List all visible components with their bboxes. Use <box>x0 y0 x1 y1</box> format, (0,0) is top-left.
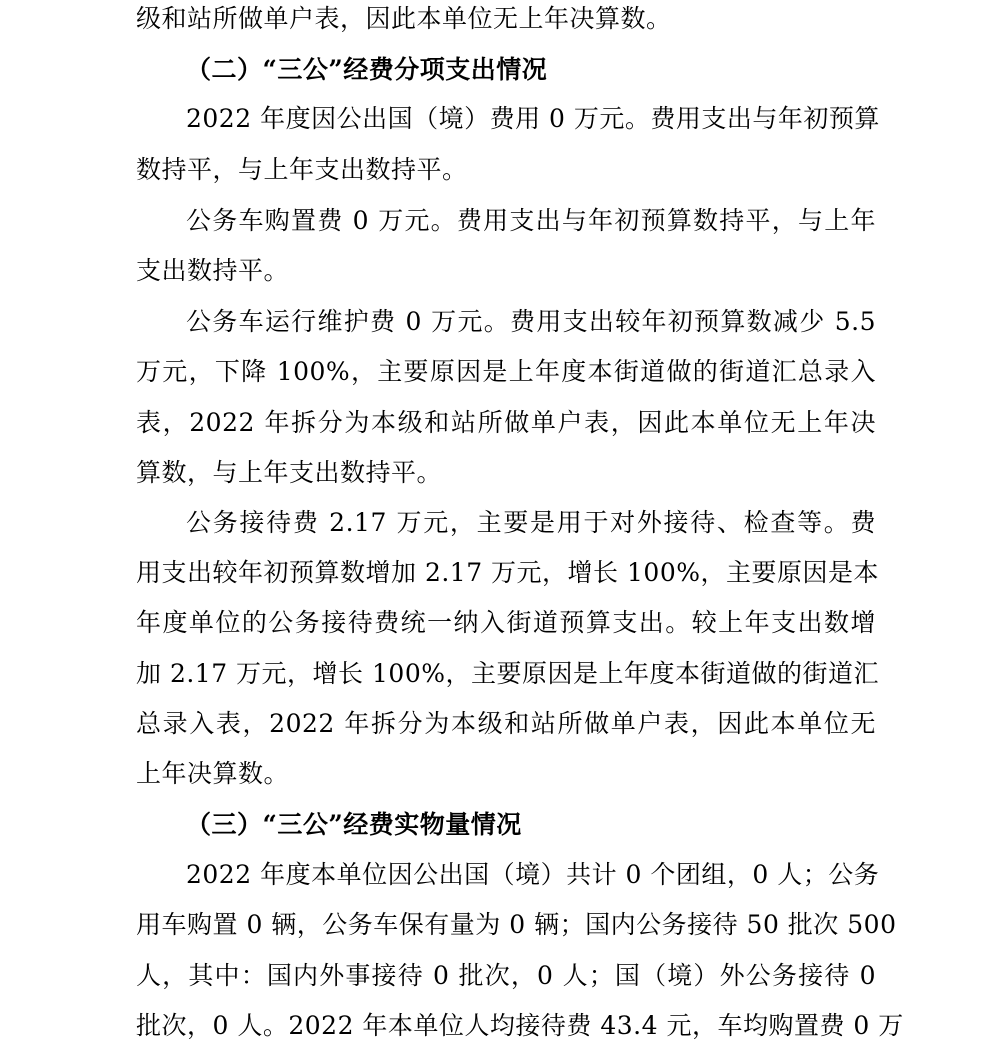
paragraph-line: 公务车运行维护费 0 万元。费用支出较年初预算数减少 5.5 <box>186 307 876 336</box>
paragraph-line: 支出数持平。 <box>136 256 290 285</box>
section-heading-3: （三）“三公”经费实物量情况 <box>186 810 522 839</box>
paragraph-line: 人，其中：国内外事接待 0 批次，0 人；国（境）外公务接待 0 <box>136 961 876 990</box>
paragraph-line: 用车购置 0 辆，公务车保有量为 0 辆；国内公务接待 50 批次 500 <box>136 910 897 939</box>
paragraph-line: 用支出较年初预算数增加 2.17 万元，增长 100%，主要原因是本 <box>136 558 879 587</box>
paragraph-line: 公务接待费 2.17 万元，主要是用于对外接待、检查等。费 <box>186 508 876 537</box>
paragraph-line: 2022 年度本单位因公出国（境）共计 0 个团组，0 人；公务 <box>186 860 880 889</box>
paragraph-line: 万元，下降 100%，主要原因是上年度本街道做的街道汇总录入 <box>136 357 876 386</box>
paragraph-line: 2022 年度因公出国（境）费用 0 万元。费用支出与年初预算 <box>186 104 880 133</box>
section-heading-2: （二）“三公”经费分项支出情况 <box>186 55 548 84</box>
paragraph-line: 总录入表，2022 年拆分为本级和站所做单户表，因此本单位无 <box>136 709 876 738</box>
paragraph-line: 表，2022 年拆分为本级和站所做单户表，因此本单位无上年决 <box>136 408 876 437</box>
paragraph-line: 算数，与上年支出数持平。 <box>136 458 443 487</box>
paragraph-line: 批次，0 人。2022 年本单位人均接待费 43.4 元，车均购置费 0 万 <box>136 1011 904 1040</box>
paragraph-line: 级和站所做单户表，因此本单位无上年决算数。 <box>136 4 672 33</box>
paragraph-line: 年度单位的公务接待费统一纳入街道预算支出。较上年支出数增 <box>136 608 876 637</box>
paragraph-line: 公务车购置费 0 万元。费用支出与年初预算数持平，与上年 <box>186 206 876 235</box>
paragraph-line: 上年决算数。 <box>136 759 290 788</box>
paragraph-line: 加 2.17 万元，增长 100%，主要原因是上年度本街道做的街道汇 <box>136 659 879 688</box>
paragraph-line: 数持平，与上年支出数持平。 <box>136 155 468 184</box>
